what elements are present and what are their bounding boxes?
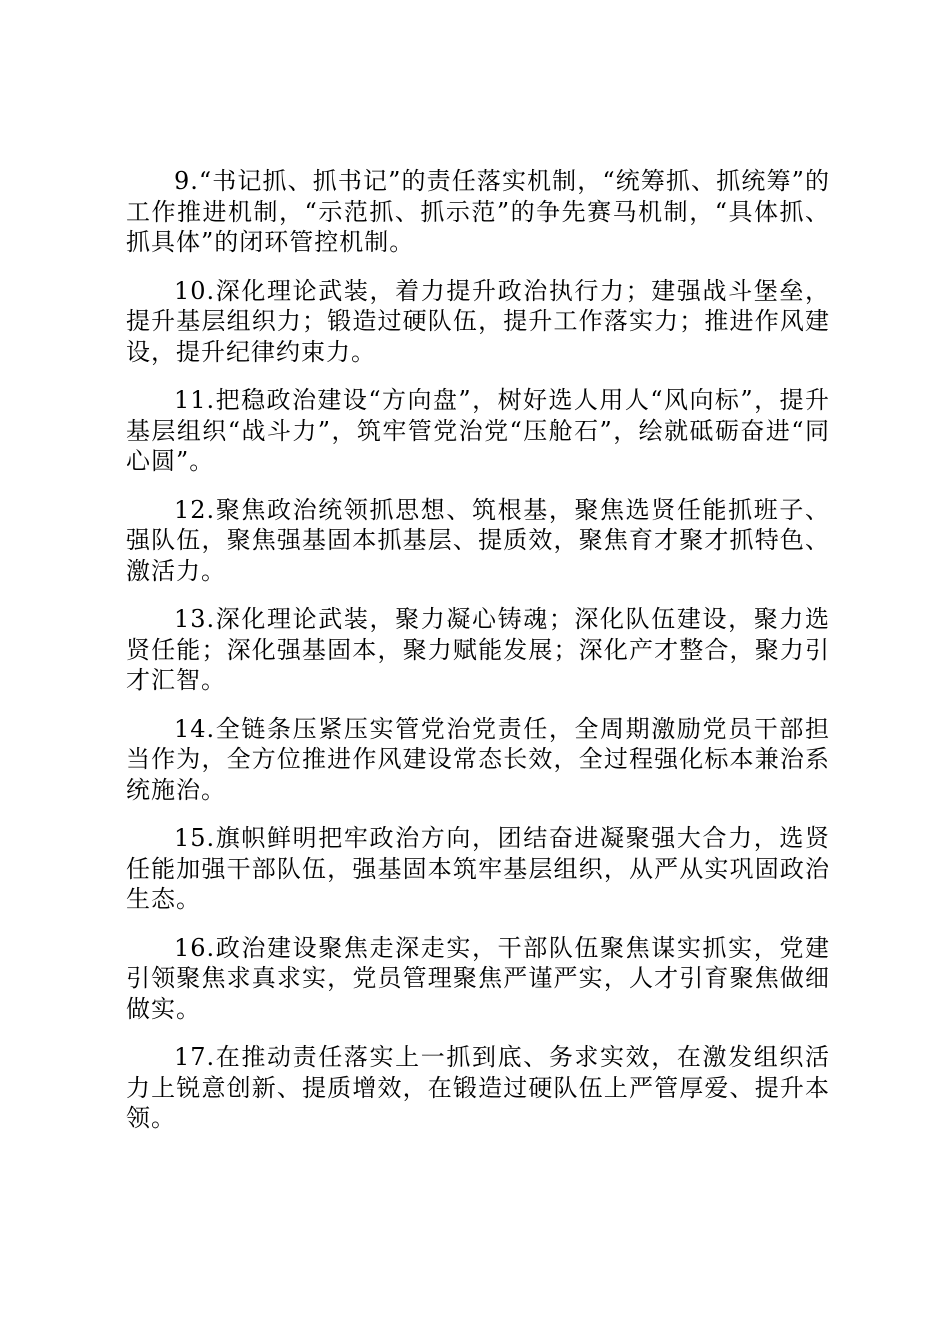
paragraph-9: 9.“书记抓、抓书记”的责任落实机制，“统筹抓、抓统筹”的工作推进机制，“示范抓、抓示范”的争先赛马机制，“具体抓、抓具体”的闭环管控机制。 [126, 167, 830, 256]
paragraph-10: 10.深化理论武装，着力提升政治执行力；建强战斗堡垒，提升基层组织力；锻造过硬队伍，提升工作落实力；推进作风建设，提升纪律约束力。 [126, 276, 830, 366]
paragraph-17: 17.在推动责任落实上一抓到底、务求实效，在激发组织活力上锐意创新、提质增效，在锻造过硬队伍上严管厚爱、提升本领。 [126, 1043, 830, 1132]
document-body [126, 166, 830, 1152]
paragraph-15: 15.旗帜鲜明把牢政治方向，团结奋进凝聚强大合力，选贤任能加强干部队伍，强基固本筑牢基层组织，从严从实巩固政治生态。 [126, 824, 830, 913]
paragraph-16: 16.政治建设聚焦走深走实，干部队伍聚焦谋实抓实，党建引领聚焦求真求实，党员管理聚焦严谨严实，人才引育聚焦做细做实。 [126, 933, 830, 1023]
paragraph-12: 12.聚焦政治统领抓思想、筑根基，聚焦选贤任能抓班子、强队伍，聚焦强基固本抓基层、提质效，聚焦育才聚才抓特色、激活力。 [126, 495, 830, 585]
paragraph-11: 11.把稳政治建设“方向盘”，树好选人用人“风向标”，提升基层组织“战斗力”，筑牢管党治党“压舱石”，绘就砥砺奋进“同心圆”。 [126, 386, 830, 475]
paragraph-13: 13.深化理论武装，聚力凝心铸魂；深化队伍建设，聚力选贤任能；深化强基固本，聚力赋能发展；深化产才整合，聚力引才汇智。 [126, 605, 830, 694]
paragraph-14: 14.全链条压紧压实管党治党责任，全周期激励党员干部担当作为，全方位推进作风建设常态长效，全过程强化标本兼治系统施治。 [126, 714, 830, 804]
